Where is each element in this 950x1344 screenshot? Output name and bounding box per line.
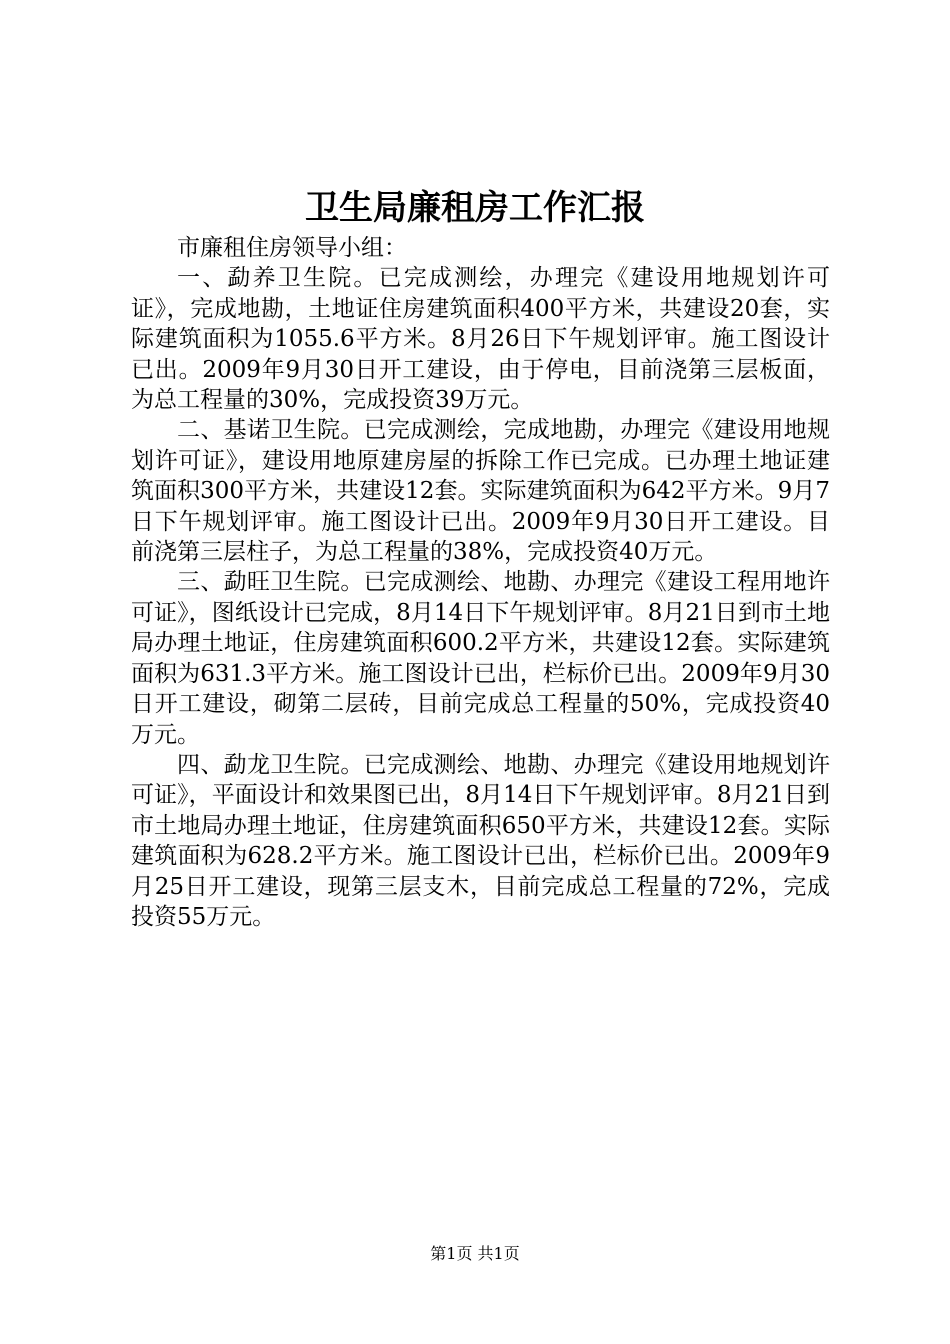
paragraph-menglong: 四、勐龙卫生院。已完成测绘、地勘、办理完《建设用地规划许可证》，平面设计和效果图已出，8月14日下午规划评审。8月21日到市土地局办理土地证，住房建筑面积650平方米，共建设12套。实际建筑面积为628.2平方米。施工图设计已出，栏标价已出。2009年9月25日开工建设，现第三层支木，目前完成总工程量的72%，完成投资55万元。 (131, 751, 830, 930)
salutation: 市廉租住房领导小组： (177, 235, 407, 261)
page-number-footer: 第1页 共1页 (430, 1244, 520, 1263)
paragraph-mengwang: 三、勐旺卫生院。已完成测绘、地勘、办理完《建设工程用地许可证》，图纸设计已完成，8月14日下午规划评审。8月21日到市土地局办理土地证，住房建筑面积600.2平方米，共建设12套。实际建筑面积为631.3平方米。施工图设计已出，栏标价已出。2009年9月30日开工建设，砌第二层砖，目前完成总工程量的50%，完成投资40万元。 (131, 569, 830, 748)
paragraph-menglong-yang: 一、勐养卫生院。已完成测绘，办理完《建设用地规划许可证》，完成地勘，土地证住房建筑面积400平方米，共建设20套，实际建筑面积为1055.6平方米。8月26日下午规划评审。施工图设计已出。2009年9月30日开工建设，由于停电，目前浇第三层板面，为总工程量的30%，完成投资39万元。 (131, 265, 830, 414)
paragraph-jinuo: 二、基诺卫生院。已完成测绘，完成地勘，办理完《建设用地规划许可证》，建设用地原建房屋的拆除工作已完成。已办理土地证建筑面积300平方米，共建设12套。实际建筑面积为642平方米。9月7日下午规划评审。施工图设计已出。2009年9月30日开工建设。目前浇第三层柱子，为总工程量的38%，完成投资40万元。 (131, 417, 830, 566)
page-title: 卫生局廉租房工作汇报 (305, 188, 645, 228)
document-body (131, 233, 830, 932)
